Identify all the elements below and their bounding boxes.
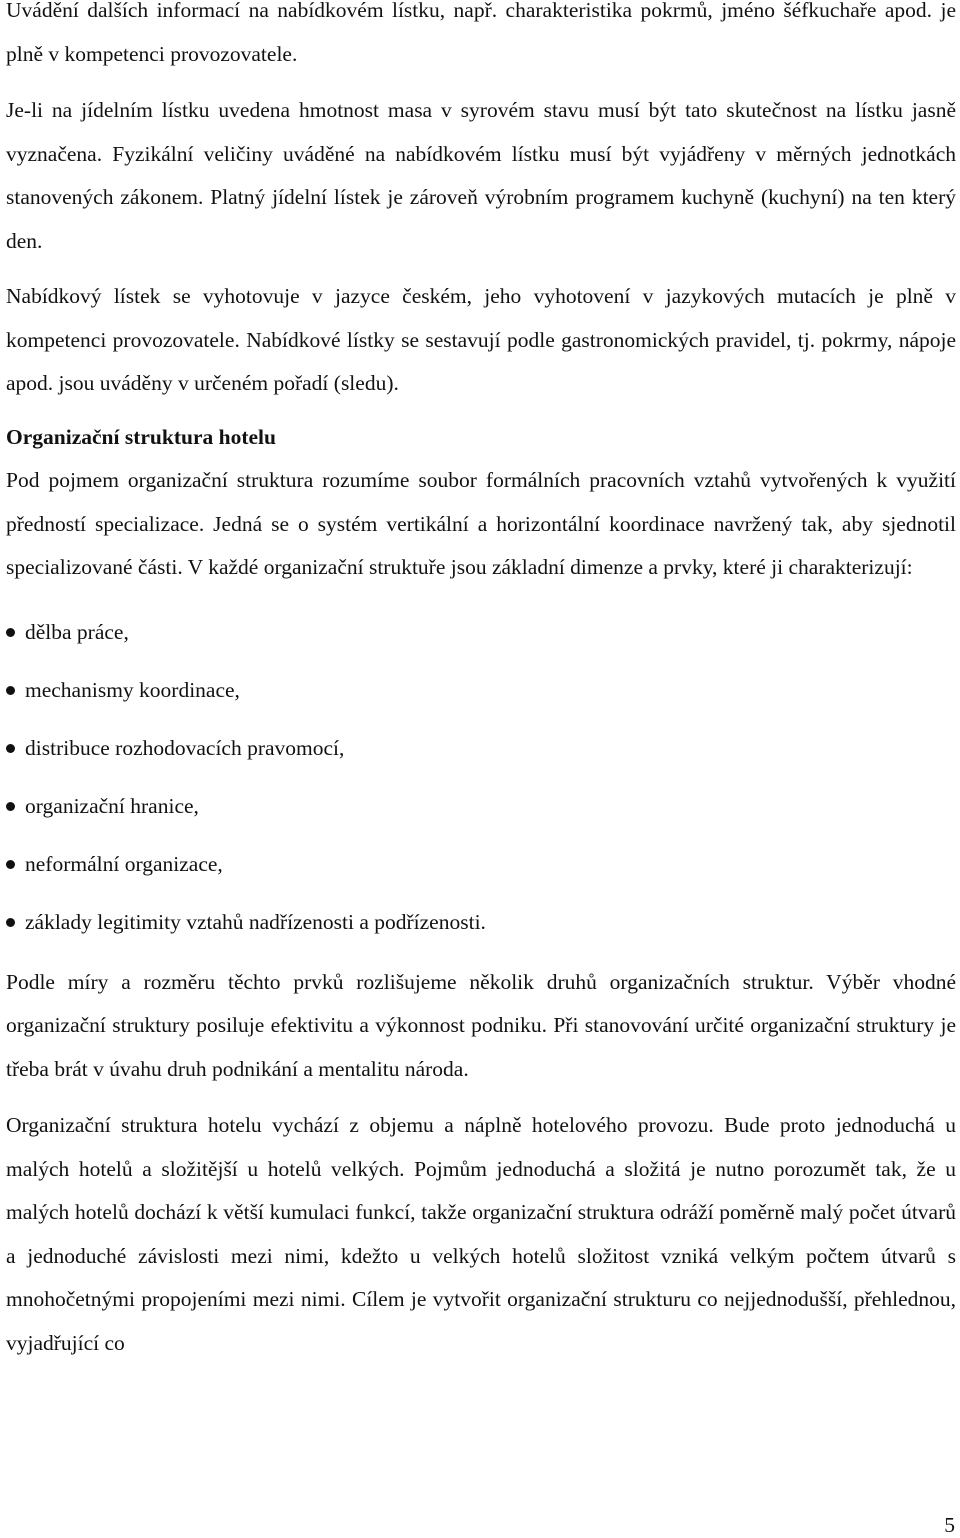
bullet-icon: [6, 918, 15, 927]
section-heading: Organizační struktura hotelu: [6, 424, 276, 449]
bullet-icon: [6, 860, 15, 869]
paragraph-meat-weight: Je-li na jídelním lístku uvedena hmotnost masa v syrovém stavu musí být tato skutečnost na lístku jasně vyznačena. Fyzikální veličiny uváděné na nabídkovém lístku musí být vyjádřeny v měrných jednotkách stanovených zákonem. Platný jídelní lístek je zároveň výrobním programem kuchyně (kuchyní) na ten který den.: [6, 98, 956, 253]
bullet-icon: [6, 686, 15, 695]
list-item: [6, 661, 956, 719]
list-item-text: neformální organizace,: [25, 851, 223, 876]
list-item: [6, 893, 956, 951]
paragraph-menu-language: Nabídkový lístek se vyhotovuje v jazyce českém, jeho vyhotovení v jazykových mutacích je plně v kompetenci provozovatele. Nabídkové lístky se sestavují podle gastronomických pravidel, tj. pokrmy, nápoje apod. jsou uváděny v určeném pořadí (sledu).: [6, 284, 956, 395]
list-item: [6, 835, 956, 893]
bullet-icon: [6, 802, 15, 811]
bullet-icon: [6, 744, 15, 753]
list-item-text: organizační hranice,: [25, 793, 199, 818]
list-item: [6, 777, 956, 835]
bullet-list: [6, 603, 956, 951]
paragraph-structure-types: Podle míry a rozměru těchto prvků rozlišujeme několik druhů organizačních struktur. Výběr vhodné organizační struktury posiluje efektivitu a výkonnost podniku. Při stanovování určité organizační struktury je třeba brát v úvahu druh podnikání a mentalitu národa.: [6, 969, 956, 1081]
paragraph-org-structure-definition: Pod pojmem organizační struktura rozumíme soubor formálních pracovních vztahů vytvořených k využití předností specializace. Jedná se o systém vertikální a horizontální koordinace navržený tak, aby sjednotil specializované části. V každé organizační struktuře jsou základní dimenze a prvky, které ji charakterizují:: [6, 468, 956, 579]
paragraph-menu-information: Uvádění dalších informací na nabídkovém lístku, např. charakteristika pokrmů, jméno šéfkuchaře apod. je plně v kompetenci provozovatele.: [6, 0, 956, 66]
list-item-text: dělba práce,: [25, 619, 129, 644]
list-item-text: základy legitimity vztahů nadřízenosti a podřízenosti.: [25, 909, 486, 934]
list-item: [6, 719, 956, 777]
list-item-text: mechanismy koordinace,: [25, 677, 240, 702]
paragraph-hotel-structure: Organizační struktura hotelu vychází z objemu a náplně hotelového provozu. Bude proto jednoduchá u malých hotelů a složitější u hotelů velkých. Pojmům jednoduchá a složitá je nutno porozumět tak, že u malých hotelů dochází k větší kumulaci funkcí, takže organizační struktura odráží poměrně malý počet útvarů a jednoduché závislosti mezi nimi, kdežto u velkých hotelů složitost vzniká velkým počtem útvarů s mnohočetnými propojeními mezi nimi. Cílem je vytvořit organizační strukturu co nejjednodušší, přehlednou, vyjadřující co: [6, 1113, 956, 1355]
list-item: [6, 603, 956, 661]
bullet-icon: [6, 628, 15, 637]
document-page: [6, 0, 956, 1365]
page-number: 5: [944, 1513, 955, 1537]
list-item-text: distribuce rozhodovacích pravomocí,: [25, 735, 345, 760]
